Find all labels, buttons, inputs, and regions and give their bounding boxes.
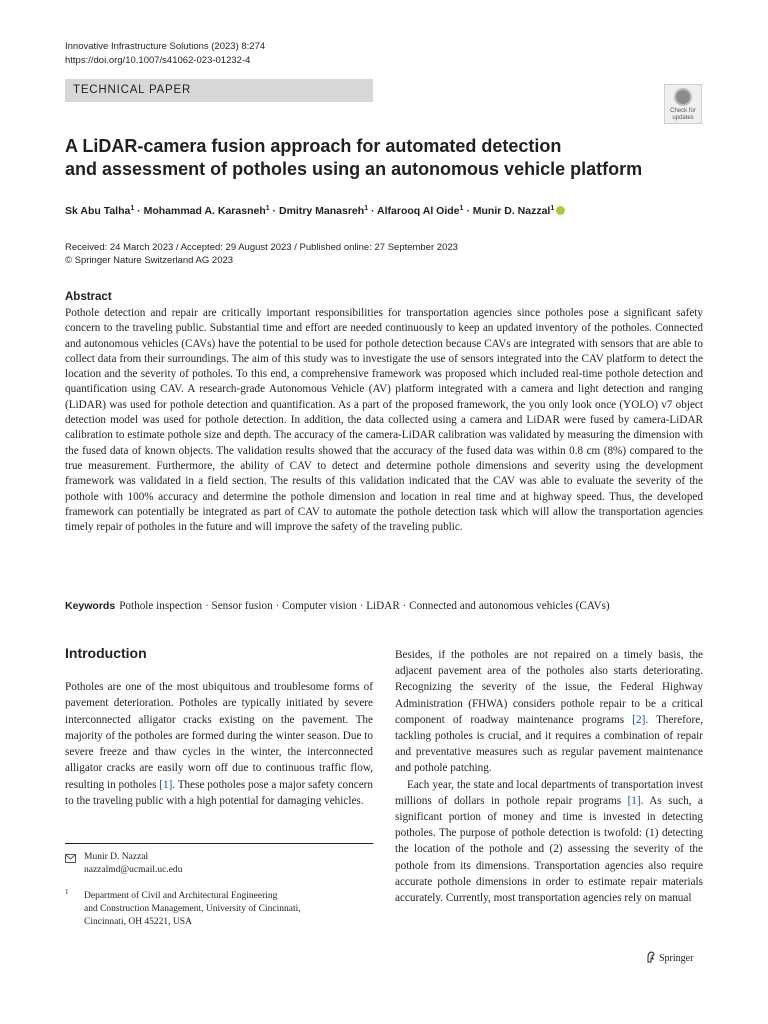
paper-type-banner: TECHNICAL PAPER bbox=[65, 79, 373, 102]
check-updates-circle bbox=[674, 88, 692, 106]
author-list bbox=[65, 204, 705, 218]
paragraph-text: Each year, the state and local departments of transportation invest millions of dollars in pothole repair programs bbox=[395, 778, 703, 807]
springer-horse-icon bbox=[646, 951, 656, 963]
footnote-divider bbox=[65, 843, 373, 844]
intro-paragraph bbox=[395, 647, 703, 777]
publisher-logo bbox=[646, 951, 693, 966]
corresponding-author bbox=[84, 851, 182, 877]
affiliation-line: Cincinnati, OH 45221, USA bbox=[84, 917, 192, 927]
affiliation-line: and Construction Management, University of Cincinnati, bbox=[84, 904, 301, 914]
check-updates-icon[interactable] bbox=[664, 84, 702, 124]
publisher-name: Springer bbox=[659, 953, 694, 964]
author-name[interactable]: Alfarooq Al Oide bbox=[377, 205, 460, 217]
paragraph-text: Besides, if the potholes are not repaired on a timely basis, the adjacent pavement area of the potholes also starts deteriorating. Recognizing the severity of the issue, the Federal Highway Administration (FHWA) considers pothole repair to be a critical component of roadway maintenance programs bbox=[395, 649, 703, 726]
journal-citation: Innovative Infrastructure Solutions (2023) 8:274 bbox=[65, 41, 266, 52]
paragraph-text: Potholes are one of the most ubiquitous and troublesome forms of pavement deterioration. Potholes are typically initiated by severe interconnected alligator cracks existing on the pavement. The majority of the potholes are formed during the winter season. Due to severe freeze and thaw cycles in the winter, the interconnected alligator cracks are easily worn off due to continuous traffic flow, resulting in potholes bbox=[65, 681, 373, 791]
corresponding-name: Munir D. Nazzal bbox=[84, 852, 149, 862]
author-separator: · bbox=[463, 205, 473, 217]
check-updates-label-2: updates bbox=[672, 114, 694, 121]
keywords-heading: Keywords bbox=[65, 600, 116, 612]
keywords bbox=[65, 599, 715, 613]
introduction-heading: Introduction bbox=[65, 645, 147, 661]
paragraph-text: . These potholes pose a major safety concern to the traveling public with a high potential for damaging vehicles. bbox=[65, 778, 373, 808]
author-affiliation: 1 bbox=[550, 205, 555, 212]
abstract-text: Pothole detection and repair are critically important responsibilities for transportation agencies since potholes pose a significant safety concern to the traveling public. Substantial time and effort are needed continuously to keep an updated inventory of the potholes. Connected and autonomous vehicles (CAVs) have the potential to be used for pothole detection because CAVs are integrated with sensors that are able to collect data from their surroundings. The aim of this study was to investigate the use of sensors integrated into the CAV platform to detect the location and the severity of potholes. To this end, a comprehensive framework was proposed which included real-time pothole detection and quantification using CAV. A research-grade Autonomous Vehicle (AV) platform integrated with a camera and light detection and ranging (LiDAR) was used for pothole detection and quantification. As a part of the proposed framework, the you only look once (YOLO) v7 object detection model was used for pothole detection. In addition, the data collected using a camera and LiDAR were fused by camera-LiDAR calibration to estimate pothole size and depth. The accuracy of the camera-LiDAR calibration was validated by measuring the dimension with the fused data of known objects. The validation results showed that the accuracy of the fused data was within 0.8 cm (8%) compared to the true measurement. Furthermore, the ability of CAV to detect and determine pothole dimensions and severity using the development framework was validated in a field section. The results of this validation indicated that the CAV was able to evaluate the severity of the pothole with 100% accuracy and determine the pothole dimension and location in real time and at highway speed. Thus, the developed framework can potentially be integrated as part of CAV to automate the pothole detection task which will allow the transportation agencies timely repair of potholes in the future and will improve the safety of the traveling public. bbox=[65, 307, 703, 534]
corresponding-email[interactable]: nazzalmd@ucmail.uc.edu bbox=[84, 865, 183, 875]
right-column-text bbox=[395, 647, 703, 906]
affiliation-number: 1 bbox=[65, 888, 69, 896]
intro-paragraph bbox=[395, 777, 703, 907]
citation-link[interactable]: [1] bbox=[627, 794, 641, 807]
left-column-text bbox=[65, 679, 373, 809]
citation-link[interactable]: [1] bbox=[159, 778, 173, 791]
publication-history: Received: 24 March 2023 / Accepted: 29 August 2023 / Published online: 27 September 2023 bbox=[65, 242, 458, 253]
doi-link[interactable]: https://doi.org/10.1007/s41062-023-01232-4 bbox=[65, 55, 251, 66]
author-affiliation: 1 bbox=[130, 205, 135, 212]
paper-title bbox=[65, 135, 685, 181]
publication-dates bbox=[65, 242, 458, 267]
author-affiliation: 1 bbox=[265, 205, 270, 212]
author-affiliation: 1 bbox=[459, 205, 464, 212]
affiliation bbox=[84, 890, 374, 929]
paragraph-text: . As such, a significant portion of money and time is invested in detecting potholes. The purpose of pothole detection is twofold: (1) detecting the location of the pothole and (2) assessing the severity of the pothole from its dimensions. Transportation agencies also require accurate pothole dimensions in order to estimate repair materials accurately. Currently, most transportation agencies rely on manual bbox=[395, 794, 703, 905]
author-name[interactable]: Mohammad A. Karasneh bbox=[143, 205, 266, 217]
paragraph-text: . Therefore, tackling potholes is crucial, and it requires a combination of repair and preventative measures such as regular pavement maintenance and pothole patching. bbox=[395, 713, 703, 775]
author-affiliation: 1 bbox=[364, 205, 369, 212]
author-name[interactable]: Sk Abu Talha bbox=[65, 205, 131, 217]
author-separator: · bbox=[269, 205, 279, 217]
envelope-icon bbox=[65, 854, 76, 866]
check-updates-label-1: Check for bbox=[670, 108, 696, 114]
orcid-icon[interactable] bbox=[556, 206, 565, 215]
abstract-heading: Abstract bbox=[65, 291, 112, 303]
author-name[interactable]: Munir D. Nazzal bbox=[472, 205, 551, 217]
author-name[interactable]: Dmitry Manasreh bbox=[278, 205, 365, 217]
citation-link[interactable]: [2] bbox=[632, 713, 646, 726]
affiliation-line: Department of Civil and Architectural Engineering bbox=[84, 891, 278, 901]
author-separator: · bbox=[368, 205, 378, 217]
keywords-list: Pothole inspection · Sensor fusion · Computer vision · LiDAR · Connected and autonomous vehicles (CAVs) bbox=[119, 600, 610, 612]
title-line-2: and assessment of potholes using an autonomous vehicle platform bbox=[65, 159, 643, 179]
copyright-line: © Springer Nature Switzerland AG 2023 bbox=[65, 254, 234, 266]
intro-paragraph bbox=[65, 679, 373, 809]
title-line-1: A LiDAR-camera fusion approach for automated detection bbox=[65, 136, 562, 156]
author-separator: · bbox=[134, 205, 144, 217]
